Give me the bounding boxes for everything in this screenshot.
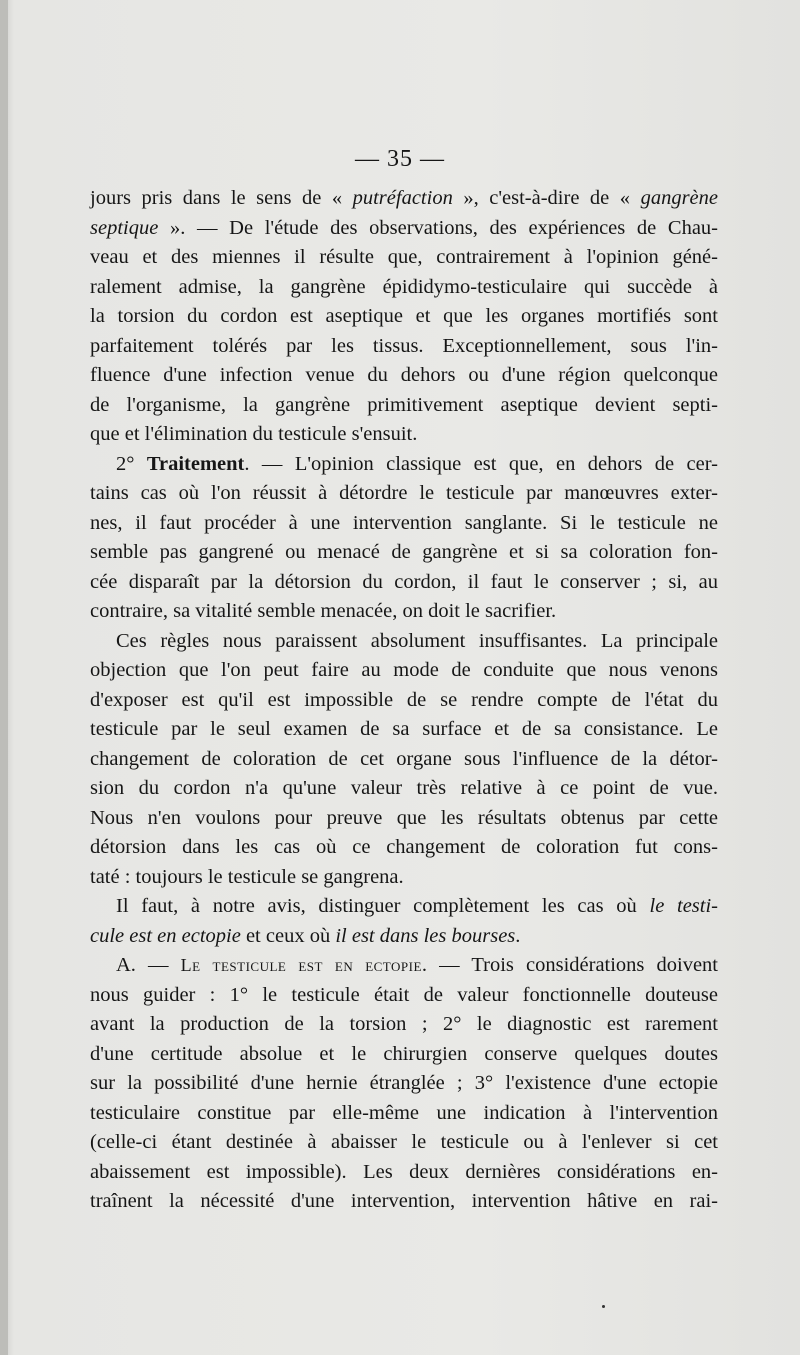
text-run: semble pas gangrené ou menacé de gangrène et si sa coloration fon- <box>90 541 718 563</box>
text-line <box>90 833 718 863</box>
text-line <box>90 951 718 981</box>
text-run: testicule par le seul examen de sa surface et de sa consistance. Le <box>90 718 718 740</box>
text-line <box>90 1099 718 1129</box>
text-line <box>90 922 718 952</box>
text-run: nes, il faut procéder à une intervention sanglante. Si le testicule ne <box>90 511 718 534</box>
italic-text: il est dans les bourses <box>335 924 516 947</box>
text-run: sur la possibilité d'une hernie étranglée ; 3° l'existence d'une ectopie <box>90 1072 718 1094</box>
text-run: ». — De l'étude des observations, des expériences de Chau- <box>158 216 718 239</box>
text-run: testiculaire constitue par elle-même une indication à l'intervention <box>90 1101 718 1124</box>
body-text <box>90 184 718 1217</box>
text-line <box>90 627 718 657</box>
text-run: Ces règles nous paraissent absolument insuffisantes. La principale <box>116 629 718 652</box>
page-edge-shadow <box>0 0 8 1355</box>
text-line <box>90 1069 718 1099</box>
italic-text: putréfaction <box>352 187 453 209</box>
text-run: changement de coloration de cet organe sous l'influence de la détor- <box>90 747 718 770</box>
text-line <box>90 450 718 480</box>
text-line <box>90 538 718 568</box>
text-line <box>90 1158 718 1188</box>
text-run: . — L'opinion classique est que, en dehors de cer- <box>244 452 718 475</box>
text-line <box>90 1128 718 1158</box>
text-run: traînent la nécessité d'une intervention, intervention hâtive en rai- <box>90 1190 718 1212</box>
italic-text: gangrène <box>640 187 718 209</box>
text-run: Il faut, à notre avis, distinguer complètement les cas où <box>116 895 650 917</box>
text-run: jours pris dans le sens de « <box>90 187 353 209</box>
text-run: d'une certitude absolue et le chirurgien conserve quelques doutes <box>90 1042 718 1065</box>
text-line <box>90 656 718 686</box>
text-run: contraire, sa vitalité semble menacée, on doit le sacrifier. <box>90 600 557 622</box>
italic-text: le testi- <box>649 895 718 917</box>
text-line <box>90 273 718 303</box>
text-line <box>90 1040 718 1070</box>
text-run: que et l'élimination du testicule s'ensuit. <box>90 423 418 445</box>
text-line <box>90 1010 718 1040</box>
text-run: », c'est-à-dire de « <box>452 187 641 209</box>
text-line <box>90 804 718 834</box>
text-run: . <box>515 924 521 947</box>
text-line <box>90 892 718 922</box>
text-run: cée disparaît par la détorsion du cordon, il faut le conserver ; si, au <box>90 570 718 593</box>
text-run: (celle-ci étant destinée à abaisser le testicule ou à l'enlever si cet <box>90 1131 718 1153</box>
text-run: parfaitement tolérés par les tissus. Exceptionnellement, sous l'in- <box>90 334 718 357</box>
text-line <box>90 184 718 214</box>
text-line <box>90 509 718 539</box>
text-run: veau et des miennes il résulte que, contrairement à l'opinion géné- <box>90 246 718 268</box>
text-line <box>90 391 718 421</box>
italic-text: septique <box>90 216 159 239</box>
text-line <box>90 981 718 1011</box>
text-run: d'exposer est qu'il est impossible de se rendre compte de l'état du <box>90 688 718 711</box>
text-line <box>90 863 718 893</box>
text-line <box>90 568 718 598</box>
text-line <box>90 420 718 450</box>
text-run: nous guider : 1° le testicule était de valeur fonctionnelle douteuse <box>90 983 718 1006</box>
text-run: 2° <box>116 452 147 475</box>
text-line <box>90 332 718 362</box>
print-speck <box>602 1305 605 1308</box>
text-run: détorsion dans les cas où ce changement de coloration fut cons- <box>90 836 718 858</box>
text-line <box>90 597 718 627</box>
text-run: fluence d'une infection venue du dehors ou d'une région quelconque <box>90 364 718 386</box>
text-run: taté : toujours le testicule se gangrena. <box>90 865 404 888</box>
text-line <box>90 1187 718 1217</box>
text-line <box>90 361 718 391</box>
text-line <box>90 715 718 745</box>
text-line <box>90 479 718 509</box>
text-line <box>90 774 718 804</box>
text-run: sion du cordon n'a qu'une valeur très relative à ce point de vue. <box>90 777 718 799</box>
text-run: ralement admise, la gangrène épididymo-testiculaire qui succède à <box>90 275 718 298</box>
text-line <box>90 243 718 273</box>
text-run: Nous n'en voulons pour preuve que les résultats obtenus par cette <box>90 806 718 829</box>
text-line <box>90 745 718 775</box>
text-run: et ceux où <box>240 924 336 947</box>
text-run: . — Trois considérations doivent <box>421 954 718 976</box>
text-line <box>90 214 718 244</box>
text-run: abaissement est impossible). Les deux dernières considérations en- <box>90 1160 718 1183</box>
text-run: la torsion du cordon est aseptique et que les organes mortifiés sont <box>90 305 718 327</box>
text-run: tains cas où l'on réussit à détordre le testicule par manœuvres exter- <box>90 482 718 504</box>
italic-text: cule est en ectopie <box>90 924 241 947</box>
small-caps-heading: Le testicule est en ectopie <box>180 955 422 975</box>
text-run: avant la production de la torsion ; 2° le diagnostic est rarement <box>90 1013 718 1035</box>
text-run: A. — <box>116 954 181 976</box>
text-run: de l'organisme, la gangrène primitivement aseptique devient septi- <box>90 393 718 416</box>
page-number: — 35 — <box>355 146 445 172</box>
text-line <box>90 686 718 716</box>
bold-heading: Traitement <box>146 452 245 475</box>
text-line <box>90 302 718 332</box>
text-run: objection que l'on peut faire au mode de conduite que nous venons <box>90 659 718 681</box>
